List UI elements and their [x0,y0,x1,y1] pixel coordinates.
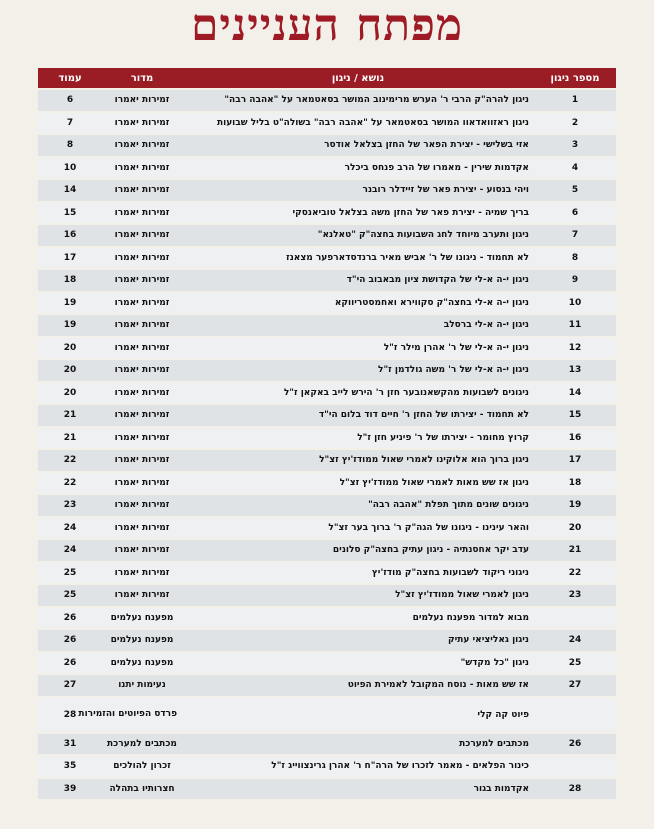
row-page: 26 [38,630,102,651]
row-subject: אקדמות בגור [182,779,534,800]
table-row [38,113,616,134]
table-row [38,756,616,777]
row-section: מפענח נעלמים [102,653,182,674]
table-row [38,270,616,291]
row-subject: ויהי בנסוע - יצירת פאר של זיידלר רובנר [182,180,534,201]
table-row [38,383,616,404]
row-subject: ניגון י-ה א-לי של ר' משה גולדמן ז"ל [182,360,534,381]
row-section: זמירות יאמרו [102,383,182,404]
row-section: מכתבים למערכת [102,734,182,755]
table-row [38,450,616,471]
table-row [38,540,616,561]
table-row [38,698,616,732]
row-subject: ניגון אז שש מאות לאמרי שאול ממודז'יץ זצ"ל [182,473,534,494]
row-section: זמירות יאמרו [102,428,182,449]
row-section: זמירות יאמרו [102,90,182,111]
row-section: זמירות יאמרו [102,270,182,291]
row-number: 14 [534,383,616,404]
row-subject: ניגון י-ה א-לי ברסלב [182,315,534,336]
row-page: 35 [38,756,102,777]
table-row [38,563,616,584]
row-number: 18 [534,473,616,494]
table-row [38,225,616,246]
row-page: 17 [38,248,102,269]
row-section: זמירות יאמרו [102,360,182,381]
row-number: 24 [534,630,616,651]
table-row [38,428,616,449]
row-number: 17 [534,450,616,471]
row-subject: ניגון י-ה א-לי של ר' אהרן מילר ז"ל [182,338,534,359]
row-page: 7 [38,113,102,134]
row-page: 18 [38,270,102,291]
row-section: זמירות יאמרו [102,315,182,336]
row-page: 24 [38,518,102,539]
row-number: 26 [534,734,616,755]
row-subject: כינור הפלאים - מאמר לזכרו של הרה"ח ר' אהרן גרינצווייג ז"ל [182,756,534,777]
row-number: 22 [534,563,616,584]
table-row [38,585,616,606]
row-subject: קרוץ מחומר - יצירתו של ר' פיניע חזן ז"ל [182,428,534,449]
row-subject: ניגון לאמרי שאול ממודז'יץ זצ"ל [182,585,534,606]
row-page: 23 [38,495,102,516]
row-page: 21 [38,405,102,426]
row-number: 3 [534,135,616,156]
row-subject: ניגון י-ה א-לי בחצה"ק סקווירא ואחמסטריווקא [182,293,534,314]
row-section: זמירות יאמרו [102,203,182,224]
table-row [38,653,616,674]
row-subject: ניגון ראזוואדאוו המושר בסאטמאר על "אהבה רבה" בשולה"ט בליל שבועות [182,113,534,134]
row-section: זמירות יאמרו [102,338,182,359]
row-page: 22 [38,473,102,494]
row-number: 23 [534,585,616,606]
row-subject: והאר עינינו - ניגונו של הגה"ק ר' ברוך בער זצ"ל [182,518,534,539]
header-page: עמוד [38,68,102,88]
row-section: זמירות יאמרו [102,495,182,516]
row-page: 20 [38,383,102,404]
table-row [38,473,616,494]
row-number: 20 [534,518,616,539]
table-row [38,518,616,539]
row-section: חצרותיו בתהלה [102,779,182,800]
row-page: 39 [38,779,102,800]
row-section: זמירות יאמרו [102,225,182,246]
row-page: 26 [38,608,102,629]
row-number: 27 [534,675,616,696]
row-section: נעימות יתנו [102,675,182,696]
row-number: 13 [534,360,616,381]
table-header-row [38,68,616,88]
row-subject: ניגון להרה"ק הרבי ר' הערש מרימינוב המושר בסאטמאר על "אהבה רבה" [182,90,534,111]
row-number: 10 [534,293,616,314]
header-section: מדור [102,68,182,88]
row-page: 14 [38,180,102,201]
row-number: 7 [534,225,616,246]
row-number: 6 [534,203,616,224]
row-section: זמירות יאמרו [102,563,182,584]
row-page: 10 [38,158,102,179]
row-section: זכרון להולכים [102,756,182,777]
header-number: מספר ניגון [534,68,616,88]
row-page: 16 [38,225,102,246]
table-row [38,315,616,336]
row-number: 21 [534,540,616,561]
row-section: זמירות יאמרו [102,473,182,494]
row-section: מפענח נעלמים [102,630,182,651]
row-number [534,608,616,629]
table-row [38,203,616,224]
row-number: 12 [534,338,616,359]
row-page: 25 [38,563,102,584]
row-page: 21 [38,428,102,449]
row-subject: ניגון י-ה א-לי של הקדושת ציון מבאבוב הי"ד [182,270,534,291]
table-row [38,248,616,269]
row-section: מפענח נעלמים [102,608,182,629]
row-section: זמירות יאמרו [102,540,182,561]
table-row [38,608,616,629]
row-number: 8 [534,248,616,269]
row-page: 28 [38,698,102,732]
row-section: זמירות יאמרו [102,405,182,426]
table-row [38,495,616,516]
table-row [38,405,616,426]
table-row [38,779,616,800]
row-number: 4 [534,158,616,179]
row-section: פרדס הפיוטים והזמירות [102,698,182,732]
row-number [534,698,616,732]
row-subject: ניגון ברוך הוא אלוקינו לאמרי שאול ממודז'יץ זצ"ל [182,450,534,471]
table-row [38,135,616,156]
row-number: 9 [534,270,616,291]
row-subject: ניגונים לשבועות מהקשאנובער חזן ר' הירש לייב באקאן ז"ל [182,383,534,404]
row-subject: בריך שמיה - יצירת פאר של החזן משה בצלאל טוביאנסקי [182,203,534,224]
table-row [38,293,616,314]
row-section: זמירות יאמרו [102,158,182,179]
row-number: 15 [534,405,616,426]
table-row [38,675,616,696]
row-subject: מכתבים למערכת [182,734,534,755]
row-section: זמירות יאמרו [102,293,182,314]
row-subject: מבוא למדור מפענח נעלמים [182,608,534,629]
row-subject: אקדמות שירין - מאמרו של הרב פנחס ביכלר [182,158,534,179]
row-number: 28 [534,779,616,800]
row-page: 6 [38,90,102,111]
row-number: 16 [534,428,616,449]
row-section: זמירות יאמרו [102,585,182,606]
row-page: 19 [38,315,102,336]
row-page: 20 [38,338,102,359]
header-subject: נושא / ניגון [182,68,534,88]
table-of-contents [38,66,616,801]
row-subject: ניגונים שונים מתוך תפלת "אהבה רבה" [182,495,534,516]
row-subject: ניגוני ריקוד לשבועות בחצה"ק מודז'יץ [182,563,534,584]
row-number: 25 [534,653,616,674]
table-row [38,630,616,651]
row-number: 11 [534,315,616,336]
table-row [38,90,616,111]
row-page: 20 [38,360,102,381]
row-page: 25 [38,585,102,606]
row-section: זמירות יאמרו [102,180,182,201]
row-number: 19 [534,495,616,516]
row-section: זמירות יאמרו [102,135,182,156]
row-number: 2 [534,113,616,134]
row-subject: אזי בשלישי - יצירת הפאר של החזן בצלאל אודסר [182,135,534,156]
row-section: זמירות יאמרו [102,450,182,471]
row-page: 22 [38,450,102,471]
row-page: 19 [38,293,102,314]
row-section: זמירות יאמרו [102,248,182,269]
table-row [38,158,616,179]
row-number: 1 [534,90,616,111]
row-page: 15 [38,203,102,224]
row-page: 8 [38,135,102,156]
table-row [38,180,616,201]
row-number: 5 [534,180,616,201]
row-subject: ניגון גאליציאי עתיק [182,630,534,651]
row-page: 26 [38,653,102,674]
row-subject: אז שש מאות - נוסח המקובל לאמירת הפיוט [182,675,534,696]
table-body [38,90,616,799]
row-subject: עדב יקר אחסנתיה - ניגון עתיק בחצה"ק סלונים [182,540,534,561]
table-row [38,734,616,755]
table-row [38,360,616,381]
row-subject: ניגון ותערב מיוחד לחג השבועות בחצה"ק "טאלנא" [182,225,534,246]
row-page: 31 [38,734,102,755]
row-subject: ניגון "כל מקדש" [182,653,534,674]
row-section: זמירות יאמרו [102,518,182,539]
table-row [38,338,616,359]
row-section: זמירות יאמרו [102,113,182,134]
row-subject: פיוט קה קלי [182,698,534,732]
row-page: 27 [38,675,102,696]
row-subject: לא תחמוד - ניגונו של ר' אביש מאיר ברנדסדארפער מצאנז [182,248,534,269]
row-page: 24 [38,540,102,561]
row-subject: לא תחמוד - יצירתו של החזן ר' חיים דוד בלום הי"ד [182,405,534,426]
row-number [534,756,616,777]
page-title: מפתח העניינים [190,0,464,51]
